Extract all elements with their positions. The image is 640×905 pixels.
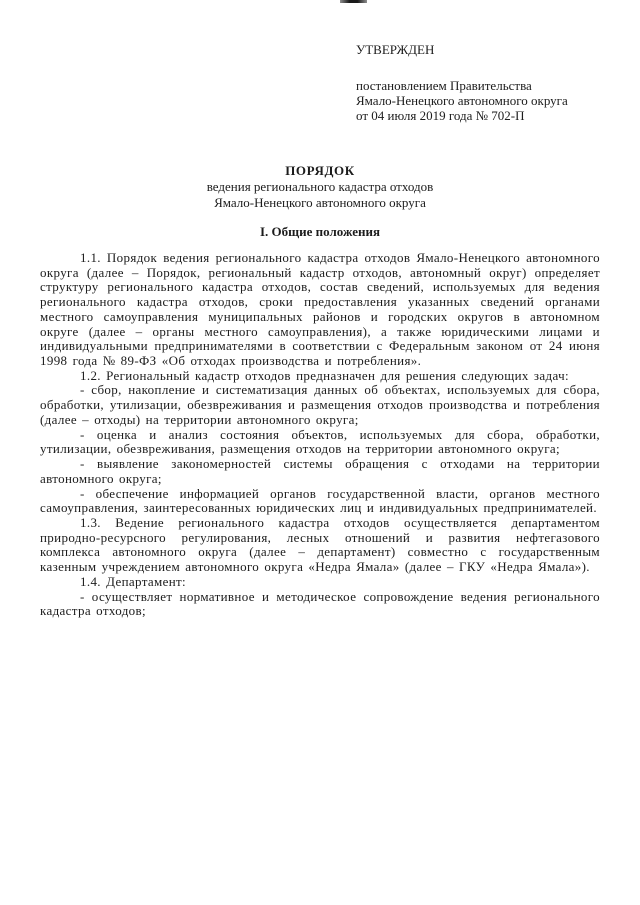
document-title	[0, 163, 640, 211]
document-title-sub: ведения регионального кадастра отходов	[206, 179, 434, 194]
paragraph-list-item: - оценка и анализ состояния объектов, используемых для сбора, обработки, утилизации, обезвреживания, размещения отходов на территории автономного округа;	[40, 426, 600, 457]
document-title-main: ПОРЯДОК	[285, 163, 355, 178]
section-heading: I. Общие положения	[260, 224, 380, 239]
approval-line: Ямало-Ненецкого автономного округа	[356, 93, 568, 108]
document-title-sub: Ямало-Ненецкого автономного округа	[214, 195, 426, 210]
paragraph-list-item: - осуществляет нормативное и методическое сопровождение ведения регионального кадастра отходов;	[40, 588, 600, 619]
paragraph-list-item: - сбор, накопление и систематизация данных об объектах, используемых для сбора, обработки, утилизации, обезвреживания и размещения отходов производства и потребления (далее – отходы) на территории автономного округа;	[40, 382, 600, 427]
paragraph-list-item: - обеспечение информацией органов государственной власти, органов местного самоуправления, заинтересованных юридических лиц и индивидуальных предпринимателей.	[40, 485, 600, 516]
approval-line: постановлением Правительства	[356, 78, 532, 93]
paragraph-1-3: 1.3. Ведение регионального кадастра отходов осуществляется департаментом природно-ресурсного регулирования, лесных отношений и развития нефтегазового комплекса автономного округа (далее – департамент) совместно с государственным казенным учреждением автономного округа «Недра Ямала» (далее – ГКУ «Недра Ямала»).	[40, 514, 600, 575]
approval-block	[356, 42, 568, 123]
approval-lines	[356, 78, 568, 123]
paragraph-1-2: 1.2. Региональный кадастр отходов предназначен для решения следующих задач:	[80, 367, 569, 383]
approval-stamp: УТВЕРЖДЕН	[356, 42, 435, 57]
paragraph-1-4: 1.4. Департамент:	[80, 573, 187, 589]
paragraph-list-item: - выявление закономерностей системы обращения с отходами на территории автономного округа;	[40, 456, 600, 486]
page-top-artifact	[340, 0, 367, 3]
paragraph-1-1: 1.1. Порядок ведения регионального кадастра отходов Ямало-Ненецкого автономного округа (далее – Порядок, региональный кадастр отходов, автономный округ) определяет структуру регионального кадастра отходов, состав сведений, используемых для ведения регионального кадастра отходов, сроки предоставления указанных сведений органами местного самоуправления муниципальных районов и городских округов в автономном округе (далее – органы местного самоуправления), а также юридическими лицами и индивидуальными предпринимателями в соответствии с Федеральным законом от 24 июня 1998 года № 89-ФЗ «Об отходах производства и потребления».	[40, 250, 600, 369]
document-body	[40, 251, 600, 619]
approval-line: от 04 июля 2019 года № 702-П	[356, 108, 525, 123]
